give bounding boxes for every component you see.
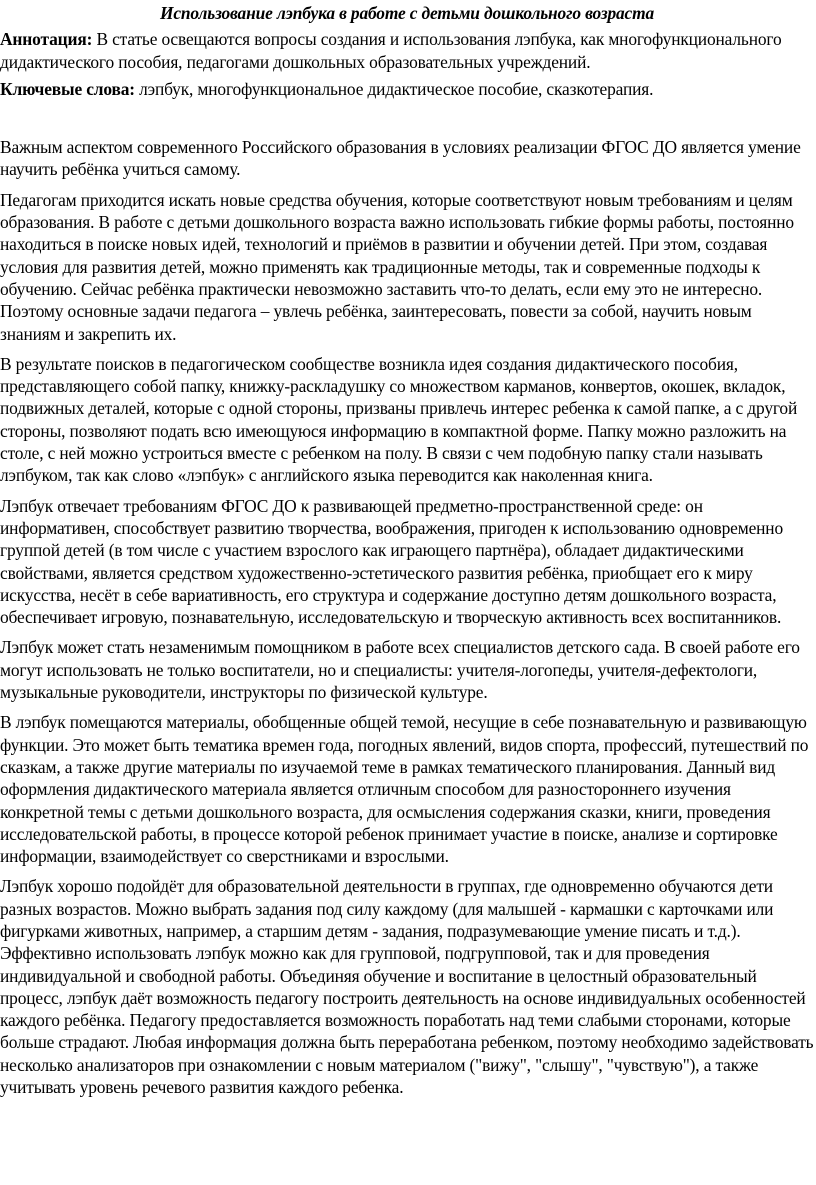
body-paragraph-6: В лэпбук помещаются материалы, обобщенные общей темой, несущие в себе познавательную и развивающую функции. Это может быть тематика времен года, погодных явлений, видов спорта, профессий, путешествий по сказкам, а также другие материалы по изучаемой теме в рамках тематического планирования. Данный вид оформления дидактического материала является отличным способом для разностороннего изучения конкретной темы с детьми дошкольного возраста, для осмысления содержания сказки, книги, проведения исследовательской работы, в процессе которой ребенок принимает участие в поиске, анализе и сортировке информации, взаимодействует со сверстниками и взрослыми. bbox=[0, 712, 809, 867]
spacer bbox=[0, 105, 814, 136]
body-paragraph-7: Лэпбук хорошо подойдёт для образовательной деятельности в группах, где одновременно обучаются дети разных возрастов. Можно выбрать задания под силу каждому (для малышей - кармашки с карточками или фигурками животных, например, а старшим детям - задания, подразумевающие умение писать и т.д.). Эффективно использовать лэпбук можно как для групповой, подгрупповой, так и для проведения индивидуальной и свободной работы. Объединяя обучение и воспитание в целостный образовательный процесс, лэпбук даёт возможность педагогу построить деятельность на основе индивидуальных особенностей каждого ребёнка. Педагогу предоставляется возможность поработать над теми слабыми сторонами, которые больше страдают. Любая информация должна быть переработана ребенком, поэтому необходимо задействовать несколько анализаторов при ознакомлении с новым материалом ("вижу", "слышу", "чувствую"), а также учитывать уровень речевого развития каждого ребенка. bbox=[0, 876, 814, 1098]
annotation bbox=[0, 28, 814, 73]
body-paragraph-3: В результате поисков в педагогическом сообществе возникла идея создания дидактического пособия, представляющего собой папку, книжку-раскладушку со множеством карманов, конвертов, окошек, вкладок, подвижных деталей, которые с одной стороны, призваны привлечь интерес ребенка к самой папке, а с другой стороны, позволяют подать всю имеющуюся информацию в компактной форме. Папку можно разложить на столе, с ней можно устроиться вместе с ребенком на полу. В связи с чем подобную папку стали называть лэпбуком, так как слово «лэпбук» с английского языка переводится как наколенная книга. bbox=[0, 353, 798, 486]
document-title: Использование лэпбука в работе с детьми дошкольного возраста bbox=[159, 3, 655, 23]
keywords bbox=[0, 78, 814, 100]
body-paragraph-1: Важным аспектом современного Российского образования в условиях реализации ФГОС ДО является умение научить ребёнка учиться самому. bbox=[0, 137, 801, 180]
annotation-text: В статье освещаются вопросы создания и использования лэпбука, как многофункционального дидактического пособия, педагогами дошкольных образовательных учреждений. bbox=[0, 29, 782, 72]
body-paragraph-4: Лэпбук отвечает требованиям ФГОС ДО к развивающей предметно-пространственной среде: он информативен, способствует развитию творчества, воображения, пригоден к использованию одновременно группой детей (в том числе с участием взрослого как играющего партнёра), обладает дидактическими свойствами, является средством художественно-эстетического развития ребёнка, приобщает его к миру искусства, несёт в себе вариативность, его структура и содержание доступно детям дошкольного возраста, обеспечивает игровую, познавательную, исследовательскую и творческую активность всех воспитанников. bbox=[0, 495, 784, 628]
keywords-text: лэпбук, многофункциональное дидактическое пособие, сказкотерапия. bbox=[134, 78, 654, 99]
body-paragraph-5: Лэпбук может стать незаменимым помощником в работе всех специалистов детского сада. В своей работе его могут использовать не только воспитатели, но и специалисты: учителя-логопеды, учителя-дефектологи, музыкальные руководители, инструкторы по физической культуре. bbox=[0, 637, 800, 703]
annotation-label: Аннотация: bbox=[0, 29, 93, 50]
body-paragraph-2: Педагогам приходится искать новые средства обучения, которые соответствуют новым требованиям и целям образования. В работе с детьми дошкольного возраста важно использовать гибкие формы работы, постоянно находиться в поиске новых идей, технологий и приёмов в развитии и обучении детей. При этом, создавая условия для развития детей, можно применять как традиционные методы, так и современные подходы к обучению. Сейчас ребёнка практически невозможно заставить что-то делать, если ему это не интересно. Поэтому основные задачи педагога – увлечь ребёнка, заинтересовать, повести за собой, научить новым знаниям и закрепить их. bbox=[0, 189, 794, 344]
keywords-label: Ключевые слова: bbox=[0, 78, 135, 99]
